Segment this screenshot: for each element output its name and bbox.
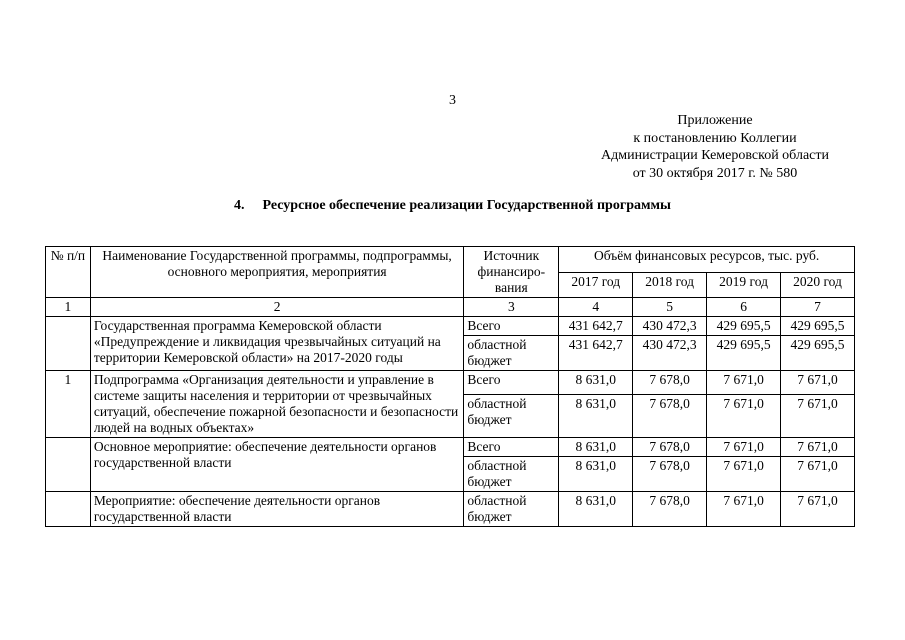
header-num: № п/п (46, 247, 91, 298)
row-value: 7 671,0 (781, 371, 855, 395)
row-value: 429 695,5 (781, 336, 855, 371)
row-value: 7 671,0 (781, 438, 855, 457)
row-value: 429 695,5 (707, 336, 781, 371)
column-number: 4 (559, 298, 633, 317)
row-source: областной бюджет (464, 492, 559, 527)
table-row (46, 371, 855, 395)
row-value: 7 678,0 (633, 371, 707, 395)
column-number: 2 (90, 298, 464, 317)
row-name: Подпрограмма «Организация деятельности и управление в системе защиты населения и территории от чрезвычайных ситуаций, обеспечение пожарной безопасности и безопасности людей на водных объектах» (90, 371, 464, 438)
row-value: 7 671,0 (781, 457, 855, 492)
row-source: Всего (464, 371, 559, 395)
row-source: областной бюджет (464, 394, 559, 437)
row-value: 8 631,0 (559, 492, 633, 527)
row-name: Мероприятие: обеспечение деятельности органов государственной власти (90, 492, 464, 527)
row-value: 429 695,5 (781, 317, 855, 336)
resource-table (45, 246, 855, 527)
row-value: 429 695,5 (707, 317, 781, 336)
row-number (46, 317, 91, 371)
section-title (0, 198, 905, 214)
header-year-2019: 2019 год (707, 272, 781, 298)
row-number (46, 492, 91, 527)
appendix-line-2: к постановлению Коллегии (633, 130, 797, 146)
row-source: областной бюджет (464, 457, 559, 492)
row-number: 1 (46, 371, 91, 438)
header-year-2020: 2020 год (781, 272, 855, 298)
row-value: 8 631,0 (559, 371, 633, 395)
row-value: 7 678,0 (633, 457, 707, 492)
row-value: 8 631,0 (559, 457, 633, 492)
row-value: 7 671,0 (707, 394, 781, 437)
row-name: Государственная программа Кемеровской области «Предупреждение и ликвидация чрезвычайных ситуаций на территории Кемеровской области» на 2017-2020 годы (90, 317, 464, 371)
row-value: 7 671,0 (781, 492, 855, 527)
row-value: 7 678,0 (633, 438, 707, 457)
row-source: Всего (464, 438, 559, 457)
row-source: областной бюджет (464, 336, 559, 371)
appendix-line-1: Приложение (677, 113, 753, 128)
column-number: 1 (46, 298, 91, 317)
row-value: 430 472,3 (633, 336, 707, 371)
appendix-line-4: от 30 октября 2017 г. № 580 (632, 165, 798, 181)
header-name: Наименование Государственной программы, подпрограммы, основного мероприятия, мероприятия (90, 247, 464, 298)
column-number: 6 (707, 298, 781, 317)
column-number-row (46, 298, 855, 317)
header-volume: Объём финансовых ресурсов, тыс. руб. (559, 247, 855, 273)
row-name: Основное мероприятие: обеспечение деятельности органов государственной власти (90, 438, 464, 492)
table-row (46, 438, 855, 457)
page-number: 3 (449, 93, 456, 108)
header-row-1 (46, 247, 855, 273)
header-year-2017: 2017 год (559, 272, 633, 298)
row-value: 7 678,0 (633, 394, 707, 437)
row-value: 7 671,0 (707, 457, 781, 492)
appendix-block (560, 112, 870, 182)
header-source: Источник финансиро-вания (464, 247, 559, 298)
row-source: Всего (464, 317, 559, 336)
row-value: 7 671,0 (707, 371, 781, 395)
row-value: 431 642,7 (559, 317, 633, 336)
row-value: 7 678,0 (633, 492, 707, 527)
row-value: 431 642,7 (559, 336, 633, 371)
section-number: 4. (234, 198, 245, 213)
table-row (46, 492, 855, 527)
appendix-line-3: Администрации Кемеровской области (601, 148, 829, 163)
section-heading: Ресурсное обеспечение реализации Государственной программы (262, 198, 671, 213)
row-number (46, 438, 91, 492)
row-value: 7 671,0 (707, 492, 781, 527)
row-value: 7 671,0 (707, 438, 781, 457)
table-row (46, 317, 855, 336)
header-year-2018: 2018 год (633, 272, 707, 298)
column-number: 5 (633, 298, 707, 317)
row-value: 8 631,0 (559, 394, 633, 437)
row-value: 8 631,0 (559, 438, 633, 457)
column-number: 3 (464, 298, 559, 317)
row-value: 7 671,0 (781, 394, 855, 437)
row-value: 430 472,3 (633, 317, 707, 336)
column-number: 7 (781, 298, 855, 317)
